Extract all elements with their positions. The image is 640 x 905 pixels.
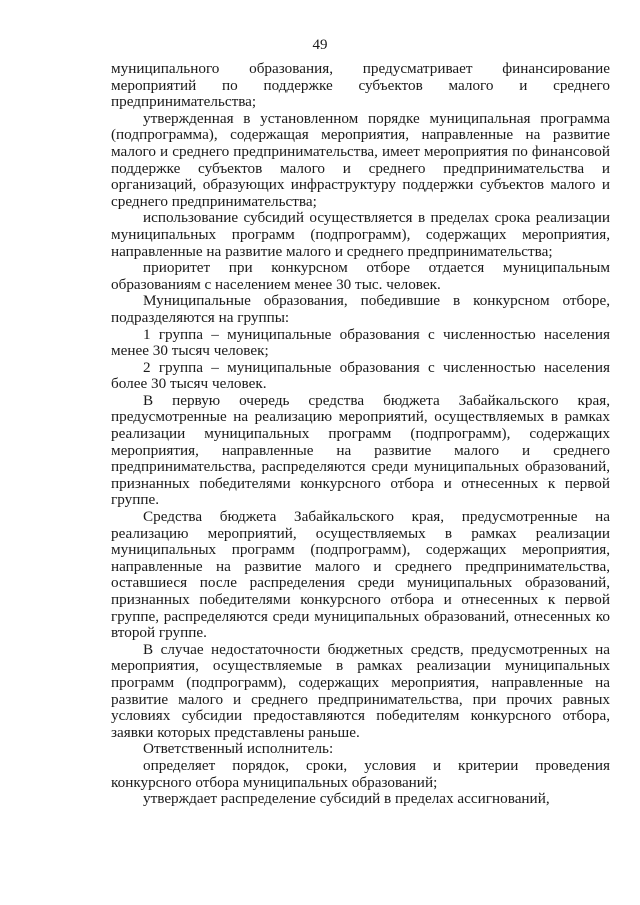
paragraph-continuation: муниципального образования, предусматривает финансирование мероприятий по поддержке субъектов малого и среднего предпринимательства;: [111, 60, 610, 111]
paragraph-determines-procedure: определяет порядок, сроки, условия и критерии проведения конкурсного отбора муниципальных образований;: [111, 756, 610, 791]
paragraph-approves-distribution: утверждает распределение субсидий в пределах ассигнований,: [143, 790, 550, 808]
paragraph-insufficient-funds: В случае недостаточности бюджетных средств, предусмотренных на мероприятия, осуществляемые в рамках реализации муниципальных программ (подпрограмм), содержащих мероприятия, направленные на развитие малого и среднего предпринимательства, при прочих равных условиях субсидии предоставляются победителям конкурсного отбора, заявки которых представлены раньше.: [111, 640, 610, 741]
paragraph-groups-intro: Муниципальные образования, победившие в конкурсном отборе, подразделяются на группы:: [111, 292, 610, 326]
paragraph-remaining-funds: Средства бюджета Забайкальского края, предусмотренные на реализацию мероприятий, осуществляемых в рамках реализации муниципальных программ (подпрограмм), содержащих мероприятия, направленные на развитие малого и среднего предпринимательства, оставшиеся после распределения среди муниципальных образований, признанных победителями конкурсного отбора и отнесенных к первой группе, распределяются среди муниципальных образований, отнесенных ко второй группе.: [111, 508, 610, 642]
page-number: 49: [312, 37, 328, 53]
paragraph-priority: приоритет при конкурсном отборе отдается муниципальным образованиям с населением менее 30 тыс. человек.: [111, 259, 610, 293]
document-body: [111, 61, 610, 808]
paragraph-subsidy-term: использование субсидий осуществляется в пределах срока реализации муниципальных программ (подпрограмм), содержащих мероприятия, направленные на развитие малого и среднего предпринимательства;: [111, 209, 610, 260]
paragraph-group-1: 1 группа – муниципальные образования с численностью населения менее 30 тысяч человек;: [111, 325, 610, 360]
paragraph-group-2: 2 группа – муниципальные образования с численностью населения более 30 тысяч человек.: [111, 358, 610, 393]
paragraph-first-priority: В первую очередь средства бюджета Забайкальского края, предусмотренные на реализацию мероприятий, осуществляемых в рамках реализации муниципальных программ (подпрограмм), содержащих мероприятия, направленные на развитие малого и среднего предпринимательства, распределяются среди муниципальных образований, признанных победителями конкурсного отбора и отнесенных к первой группе.: [111, 391, 610, 509]
paragraph-responsible-executor: Ответственный исполнитель:: [143, 740, 334, 758]
paragraph-program-criteria: утвержденная в установленном порядке муниципальная программа (подпрограмма), содержащая мероприятия, направленные на развитие малого и среднего предпринимательства, имеет мероприятия по финансовой поддержке субъектов малого и среднего предпринимательства и организаций, образующих инфраструктуру поддержки субъектов малого и среднего предпринимательства;: [111, 109, 610, 210]
